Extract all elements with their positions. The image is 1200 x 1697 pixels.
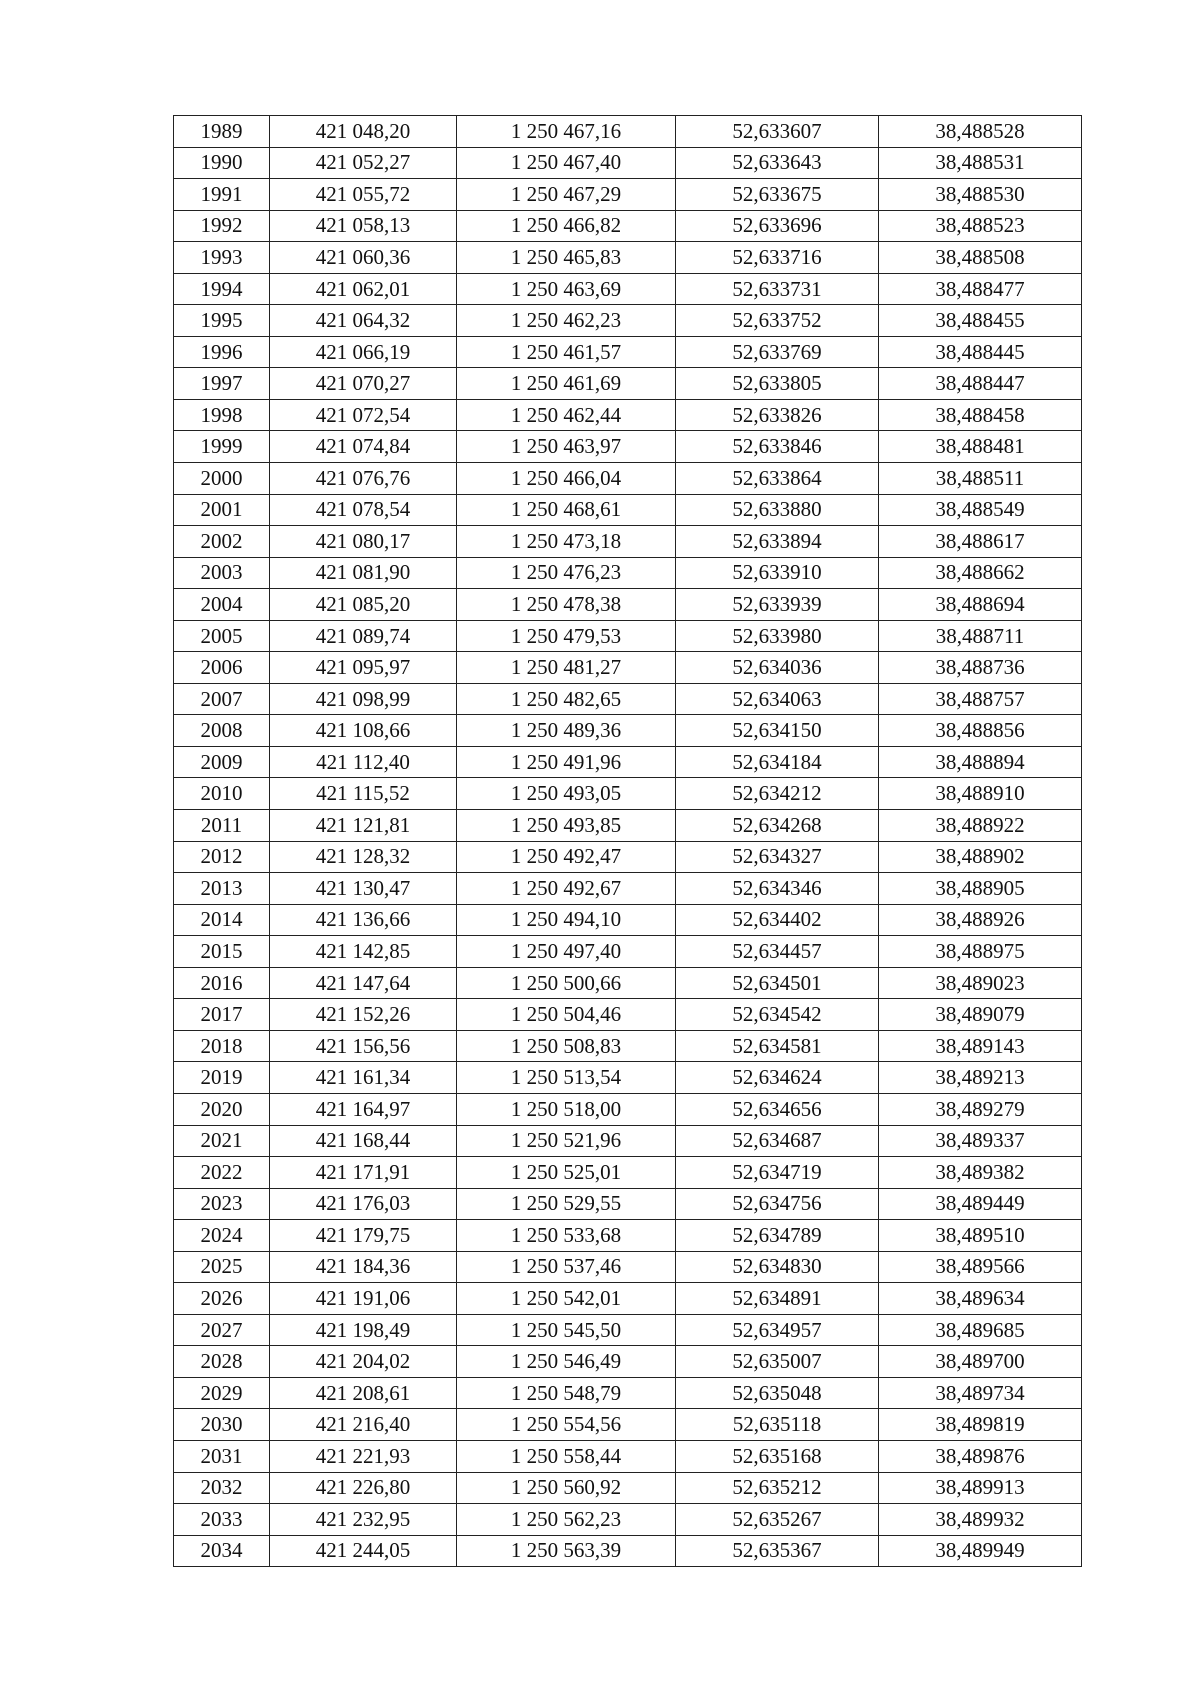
- table-row: [174, 1125, 1082, 1157]
- y-coordinate-cell: 1 250 463,69: [457, 273, 676, 305]
- longitude-cell: 38,489143: [879, 1030, 1082, 1062]
- longitude-cell: 38,488922: [879, 810, 1082, 842]
- latitude-cell: 52,635118: [676, 1409, 879, 1441]
- y-coordinate-cell: 1 250 466,04: [457, 463, 676, 495]
- table-row: [174, 305, 1082, 337]
- table-row: [174, 1188, 1082, 1220]
- latitude-cell: 52,634830: [676, 1251, 879, 1283]
- x-coordinate-cell: 421 055,72: [270, 179, 457, 211]
- latitude-cell: 52,634150: [676, 715, 879, 747]
- table-row: [174, 778, 1082, 810]
- x-coordinate-cell: 421 216,40: [270, 1409, 457, 1441]
- point-number-cell: 2005: [174, 620, 270, 652]
- y-coordinate-cell: 1 250 492,67: [457, 873, 676, 905]
- point-number-cell: 2030: [174, 1409, 270, 1441]
- y-coordinate-cell: 1 250 468,61: [457, 494, 676, 526]
- y-coordinate-cell: 1 250 504,46: [457, 999, 676, 1031]
- table-row: [174, 1472, 1082, 1504]
- table-row: [174, 841, 1082, 873]
- longitude-cell: 38,488458: [879, 399, 1082, 431]
- latitude-cell: 52,634268: [676, 810, 879, 842]
- latitude-cell: 52,633880: [676, 494, 879, 526]
- longitude-cell: 38,488902: [879, 841, 1082, 873]
- point-number-cell: 1990: [174, 147, 270, 179]
- longitude-cell: 38,488694: [879, 589, 1082, 621]
- longitude-cell: 38,489932: [879, 1504, 1082, 1536]
- longitude-cell: 38,489023: [879, 967, 1082, 999]
- table-row: [174, 179, 1082, 211]
- y-coordinate-cell: 1 250 461,69: [457, 368, 676, 400]
- table-row: [174, 526, 1082, 558]
- y-coordinate-cell: 1 250 542,01: [457, 1283, 676, 1315]
- x-coordinate-cell: 421 191,06: [270, 1283, 457, 1315]
- latitude-cell: 52,634891: [676, 1283, 879, 1315]
- table-row: [174, 1283, 1082, 1315]
- y-coordinate-cell: 1 250 467,40: [457, 147, 676, 179]
- y-coordinate-cell: 1 250 491,96: [457, 746, 676, 778]
- latitude-cell: 52,633826: [676, 399, 879, 431]
- x-coordinate-cell: 421 204,02: [270, 1346, 457, 1378]
- table-row: [174, 746, 1082, 778]
- table-row: [174, 463, 1082, 495]
- y-coordinate-cell: 1 250 525,01: [457, 1157, 676, 1189]
- x-coordinate-cell: 421 171,91: [270, 1157, 457, 1189]
- y-coordinate-cell: 1 250 467,16: [457, 116, 676, 148]
- x-coordinate-cell: 421 232,95: [270, 1504, 457, 1536]
- longitude-cell: 38,488530: [879, 179, 1082, 211]
- latitude-cell: 52,633805: [676, 368, 879, 400]
- longitude-cell: 38,488910: [879, 778, 1082, 810]
- table-row: [174, 1030, 1082, 1062]
- point-number-cell: 2023: [174, 1188, 270, 1220]
- latitude-cell: 52,634756: [676, 1188, 879, 1220]
- latitude-cell: 52,633696: [676, 210, 879, 242]
- y-coordinate-cell: 1 250 554,56: [457, 1409, 676, 1441]
- latitude-cell: 52,634501: [676, 967, 879, 999]
- table-row: [174, 273, 1082, 305]
- longitude-cell: 38,489213: [879, 1062, 1082, 1094]
- x-coordinate-cell: 421 121,81: [270, 810, 457, 842]
- latitude-cell: 52,634624: [676, 1062, 879, 1094]
- x-coordinate-cell: 421 060,36: [270, 242, 457, 274]
- point-number-cell: 1999: [174, 431, 270, 463]
- table-row: [174, 210, 1082, 242]
- point-number-cell: 1998: [174, 399, 270, 431]
- y-coordinate-cell: 1 250 466,82: [457, 210, 676, 242]
- longitude-cell: 38,488455: [879, 305, 1082, 337]
- point-number-cell: 2015: [174, 936, 270, 968]
- latitude-cell: 52,633752: [676, 305, 879, 337]
- latitude-cell: 52,633716: [676, 242, 879, 274]
- latitude-cell: 52,634542: [676, 999, 879, 1031]
- y-coordinate-cell: 1 250 461,57: [457, 336, 676, 368]
- longitude-cell: 38,488477: [879, 273, 1082, 305]
- longitude-cell: 38,489337: [879, 1125, 1082, 1157]
- x-coordinate-cell: 421 128,32: [270, 841, 457, 873]
- y-coordinate-cell: 1 250 518,00: [457, 1093, 676, 1125]
- x-coordinate-cell: 421 089,74: [270, 620, 457, 652]
- point-number-cell: 2007: [174, 683, 270, 715]
- x-coordinate-cell: 421 072,54: [270, 399, 457, 431]
- point-number-cell: 2008: [174, 715, 270, 747]
- point-number-cell: 2013: [174, 873, 270, 905]
- point-number-cell: 2021: [174, 1125, 270, 1157]
- point-number-cell: 2002: [174, 526, 270, 558]
- x-coordinate-cell: 421 080,17: [270, 526, 457, 558]
- y-coordinate-cell: 1 250 463,97: [457, 431, 676, 463]
- y-coordinate-cell: 1 250 545,50: [457, 1314, 676, 1346]
- point-number-cell: 2024: [174, 1220, 270, 1252]
- y-coordinate-cell: 1 250 494,10: [457, 904, 676, 936]
- point-number-cell: 2031: [174, 1440, 270, 1472]
- longitude-cell: 38,488662: [879, 557, 1082, 589]
- table-row: [174, 810, 1082, 842]
- longitude-cell: 38,488757: [879, 683, 1082, 715]
- latitude-cell: 52,634063: [676, 683, 879, 715]
- longitude-cell: 38,489566: [879, 1251, 1082, 1283]
- longitude-cell: 38,489700: [879, 1346, 1082, 1378]
- table-row: [174, 557, 1082, 589]
- longitude-cell: 38,489279: [879, 1093, 1082, 1125]
- table-row: [174, 1346, 1082, 1378]
- point-number-cell: 2028: [174, 1346, 270, 1378]
- point-number-cell: 1997: [174, 368, 270, 400]
- longitude-cell: 38,488926: [879, 904, 1082, 936]
- x-coordinate-cell: 421 064,32: [270, 305, 457, 337]
- latitude-cell: 52,634457: [676, 936, 879, 968]
- point-number-cell: 2029: [174, 1377, 270, 1409]
- point-number-cell: 2017: [174, 999, 270, 1031]
- x-coordinate-cell: 421 076,76: [270, 463, 457, 495]
- point-number-cell: 2010: [174, 778, 270, 810]
- latitude-cell: 52,634687: [676, 1125, 879, 1157]
- x-coordinate-cell: 421 081,90: [270, 557, 457, 589]
- latitude-cell: 52,634581: [676, 1030, 879, 1062]
- latitude-cell: 52,634402: [676, 904, 879, 936]
- latitude-cell: 52,635367: [676, 1535, 879, 1567]
- longitude-cell: 38,489949: [879, 1535, 1082, 1567]
- y-coordinate-cell: 1 250 546,49: [457, 1346, 676, 1378]
- table-row: [174, 494, 1082, 526]
- table-row: [174, 873, 1082, 905]
- table-row: [174, 620, 1082, 652]
- latitude-cell: 52,634719: [676, 1157, 879, 1189]
- longitude-cell: 38,488975: [879, 936, 1082, 968]
- x-coordinate-cell: 421 070,27: [270, 368, 457, 400]
- y-coordinate-cell: 1 250 462,23: [457, 305, 676, 337]
- point-number-cell: 1995: [174, 305, 270, 337]
- table-row: [174, 368, 1082, 400]
- x-coordinate-cell: 421 208,61: [270, 1377, 457, 1409]
- latitude-cell: 52,634327: [676, 841, 879, 873]
- table-row: [174, 1251, 1082, 1283]
- point-number-cell: 2009: [174, 746, 270, 778]
- latitude-cell: 52,633643: [676, 147, 879, 179]
- x-coordinate-cell: 421 130,47: [270, 873, 457, 905]
- longitude-cell: 38,488531: [879, 147, 1082, 179]
- y-coordinate-cell: 1 250 529,55: [457, 1188, 676, 1220]
- y-coordinate-cell: 1 250 481,27: [457, 652, 676, 684]
- x-coordinate-cell: 421 136,66: [270, 904, 457, 936]
- table-row: [174, 1409, 1082, 1441]
- longitude-cell: 38,489685: [879, 1314, 1082, 1346]
- y-coordinate-cell: 1 250 537,46: [457, 1251, 676, 1283]
- point-number-cell: 2011: [174, 810, 270, 842]
- latitude-cell: 52,635168: [676, 1440, 879, 1472]
- latitude-cell: 52,634036: [676, 652, 879, 684]
- table-row: [174, 336, 1082, 368]
- longitude-cell: 38,488523: [879, 210, 1082, 242]
- table-row: [174, 1157, 1082, 1189]
- table-row: [174, 936, 1082, 968]
- x-coordinate-cell: 421 176,03: [270, 1188, 457, 1220]
- longitude-cell: 38,489510: [879, 1220, 1082, 1252]
- longitude-cell: 38,489876: [879, 1440, 1082, 1472]
- x-coordinate-cell: 421 078,54: [270, 494, 457, 526]
- latitude-cell: 52,635048: [676, 1377, 879, 1409]
- point-number-cell: 1994: [174, 273, 270, 305]
- point-number-cell: 2022: [174, 1157, 270, 1189]
- longitude-cell: 38,488617: [879, 526, 1082, 558]
- latitude-cell: 52,635212: [676, 1472, 879, 1504]
- table-row: [174, 1377, 1082, 1409]
- y-coordinate-cell: 1 250 513,54: [457, 1062, 676, 1094]
- x-coordinate-cell: 421 115,52: [270, 778, 457, 810]
- x-coordinate-cell: 421 226,80: [270, 1472, 457, 1504]
- table-row: [174, 431, 1082, 463]
- y-coordinate-cell: 1 250 521,96: [457, 1125, 676, 1157]
- point-number-cell: 2034: [174, 1535, 270, 1567]
- y-coordinate-cell: 1 250 563,39: [457, 1535, 676, 1567]
- table-row: [174, 652, 1082, 684]
- latitude-cell: 52,634789: [676, 1220, 879, 1252]
- x-coordinate-cell: 421 108,66: [270, 715, 457, 747]
- x-coordinate-cell: 421 048,20: [270, 116, 457, 148]
- latitude-cell: 52,635267: [676, 1504, 879, 1536]
- y-coordinate-cell: 1 250 476,23: [457, 557, 676, 589]
- table-row: [174, 1504, 1082, 1536]
- point-number-cell: 2014: [174, 904, 270, 936]
- latitude-cell: 52,633731: [676, 273, 879, 305]
- y-coordinate-cell: 1 250 479,53: [457, 620, 676, 652]
- y-coordinate-cell: 1 250 548,79: [457, 1377, 676, 1409]
- point-number-cell: 2027: [174, 1314, 270, 1346]
- table-row: [174, 683, 1082, 715]
- y-coordinate-cell: 1 250 493,05: [457, 778, 676, 810]
- longitude-cell: 38,489449: [879, 1188, 1082, 1220]
- point-number-cell: 2025: [174, 1251, 270, 1283]
- longitude-cell: 38,488894: [879, 746, 1082, 778]
- x-coordinate-cell: 421 198,49: [270, 1314, 457, 1346]
- latitude-cell: 52,635007: [676, 1346, 879, 1378]
- longitude-cell: 38,488528: [879, 116, 1082, 148]
- latitude-cell: 52,633675: [676, 179, 879, 211]
- longitude-cell: 38,489819: [879, 1409, 1082, 1441]
- longitude-cell: 38,488481: [879, 431, 1082, 463]
- point-number-cell: 2004: [174, 589, 270, 621]
- latitude-cell: 52,634346: [676, 873, 879, 905]
- y-coordinate-cell: 1 250 533,68: [457, 1220, 676, 1252]
- longitude-cell: 38,489634: [879, 1283, 1082, 1315]
- point-number-cell: 1993: [174, 242, 270, 274]
- latitude-cell: 52,633769: [676, 336, 879, 368]
- x-coordinate-cell: 421 156,56: [270, 1030, 457, 1062]
- x-coordinate-cell: 421 112,40: [270, 746, 457, 778]
- x-coordinate-cell: 421 062,01: [270, 273, 457, 305]
- latitude-cell: 52,634212: [676, 778, 879, 810]
- x-coordinate-cell: 421 221,93: [270, 1440, 457, 1472]
- longitude-cell: 38,489079: [879, 999, 1082, 1031]
- point-number-cell: 1996: [174, 336, 270, 368]
- x-coordinate-cell: 421 244,05: [270, 1535, 457, 1567]
- point-number-cell: 1991: [174, 179, 270, 211]
- point-number-cell: 2006: [174, 652, 270, 684]
- latitude-cell: 52,633980: [676, 620, 879, 652]
- table-row: [174, 1220, 1082, 1252]
- latitude-cell: 52,634656: [676, 1093, 879, 1125]
- latitude-cell: 52,633846: [676, 431, 879, 463]
- x-coordinate-cell: 421 168,44: [270, 1125, 457, 1157]
- x-coordinate-cell: 421 161,34: [270, 1062, 457, 1094]
- table-row: [174, 399, 1082, 431]
- point-number-cell: 2020: [174, 1093, 270, 1125]
- table-row: [174, 1535, 1082, 1567]
- longitude-cell: 38,489382: [879, 1157, 1082, 1189]
- longitude-cell: 38,488549: [879, 494, 1082, 526]
- x-coordinate-cell: 421 152,26: [270, 999, 457, 1031]
- latitude-cell: 52,633910: [676, 557, 879, 589]
- latitude-cell: 52,633864: [676, 463, 879, 495]
- y-coordinate-cell: 1 250 462,44: [457, 399, 676, 431]
- x-coordinate-cell: 421 074,84: [270, 431, 457, 463]
- longitude-cell: 38,488447: [879, 368, 1082, 400]
- longitude-cell: 38,489734: [879, 1377, 1082, 1409]
- table-row: [174, 1440, 1082, 1472]
- point-number-cell: 2019: [174, 1062, 270, 1094]
- point-number-cell: 2001: [174, 494, 270, 526]
- table-row: [174, 967, 1082, 999]
- y-coordinate-cell: 1 250 497,40: [457, 936, 676, 968]
- x-coordinate-cell: 421 184,36: [270, 1251, 457, 1283]
- x-coordinate-cell: 421 052,27: [270, 147, 457, 179]
- x-coordinate-cell: 421 179,75: [270, 1220, 457, 1252]
- x-coordinate-cell: 421 095,97: [270, 652, 457, 684]
- x-coordinate-cell: 421 066,19: [270, 336, 457, 368]
- table-body: [174, 116, 1082, 1567]
- y-coordinate-cell: 1 250 562,23: [457, 1504, 676, 1536]
- y-coordinate-cell: 1 250 500,66: [457, 967, 676, 999]
- longitude-cell: 38,489913: [879, 1472, 1082, 1504]
- latitude-cell: 52,634184: [676, 746, 879, 778]
- point-number-cell: 2016: [174, 967, 270, 999]
- y-coordinate-cell: 1 250 467,29: [457, 179, 676, 211]
- table-row: [174, 1314, 1082, 1346]
- longitude-cell: 38,488856: [879, 715, 1082, 747]
- point-number-cell: 1992: [174, 210, 270, 242]
- longitude-cell: 38,488711: [879, 620, 1082, 652]
- latitude-cell: 52,634957: [676, 1314, 879, 1346]
- y-coordinate-cell: 1 250 489,36: [457, 715, 676, 747]
- y-coordinate-cell: 1 250 465,83: [457, 242, 676, 274]
- table-row: [174, 589, 1082, 621]
- longitude-cell: 38,488511: [879, 463, 1082, 495]
- y-coordinate-cell: 1 250 493,85: [457, 810, 676, 842]
- point-number-cell: 2032: [174, 1472, 270, 1504]
- y-coordinate-cell: 1 250 492,47: [457, 841, 676, 873]
- table-row: [174, 147, 1082, 179]
- coordinates-table: [173, 115, 1082, 1567]
- x-coordinate-cell: 421 142,85: [270, 936, 457, 968]
- table-row: [174, 242, 1082, 274]
- y-coordinate-cell: 1 250 558,44: [457, 1440, 676, 1472]
- point-number-cell: 2003: [174, 557, 270, 589]
- point-number-cell: 2012: [174, 841, 270, 873]
- latitude-cell: 52,633894: [676, 526, 879, 558]
- longitude-cell: 38,488508: [879, 242, 1082, 274]
- x-coordinate-cell: 421 147,64: [270, 967, 457, 999]
- table-row: [174, 904, 1082, 936]
- y-coordinate-cell: 1 250 508,83: [457, 1030, 676, 1062]
- longitude-cell: 38,488736: [879, 652, 1082, 684]
- point-number-cell: 2033: [174, 1504, 270, 1536]
- longitude-cell: 38,488445: [879, 336, 1082, 368]
- x-coordinate-cell: 421 058,13: [270, 210, 457, 242]
- x-coordinate-cell: 421 164,97: [270, 1093, 457, 1125]
- table-row: [174, 116, 1082, 148]
- y-coordinate-cell: 1 250 560,92: [457, 1472, 676, 1504]
- y-coordinate-cell: 1 250 473,18: [457, 526, 676, 558]
- point-number-cell: 2018: [174, 1030, 270, 1062]
- latitude-cell: 52,633607: [676, 116, 879, 148]
- longitude-cell: 38,488905: [879, 873, 1082, 905]
- point-number-cell: 2026: [174, 1283, 270, 1315]
- y-coordinate-cell: 1 250 478,38: [457, 589, 676, 621]
- point-number-cell: 2000: [174, 463, 270, 495]
- point-number-cell: 1989: [174, 116, 270, 148]
- latitude-cell: 52,633939: [676, 589, 879, 621]
- table-row: [174, 715, 1082, 747]
- x-coordinate-cell: 421 098,99: [270, 683, 457, 715]
- x-coordinate-cell: 421 085,20: [270, 589, 457, 621]
- table-row: [174, 1062, 1082, 1094]
- table-row: [174, 999, 1082, 1031]
- table-row: [174, 1093, 1082, 1125]
- y-coordinate-cell: 1 250 482,65: [457, 683, 676, 715]
